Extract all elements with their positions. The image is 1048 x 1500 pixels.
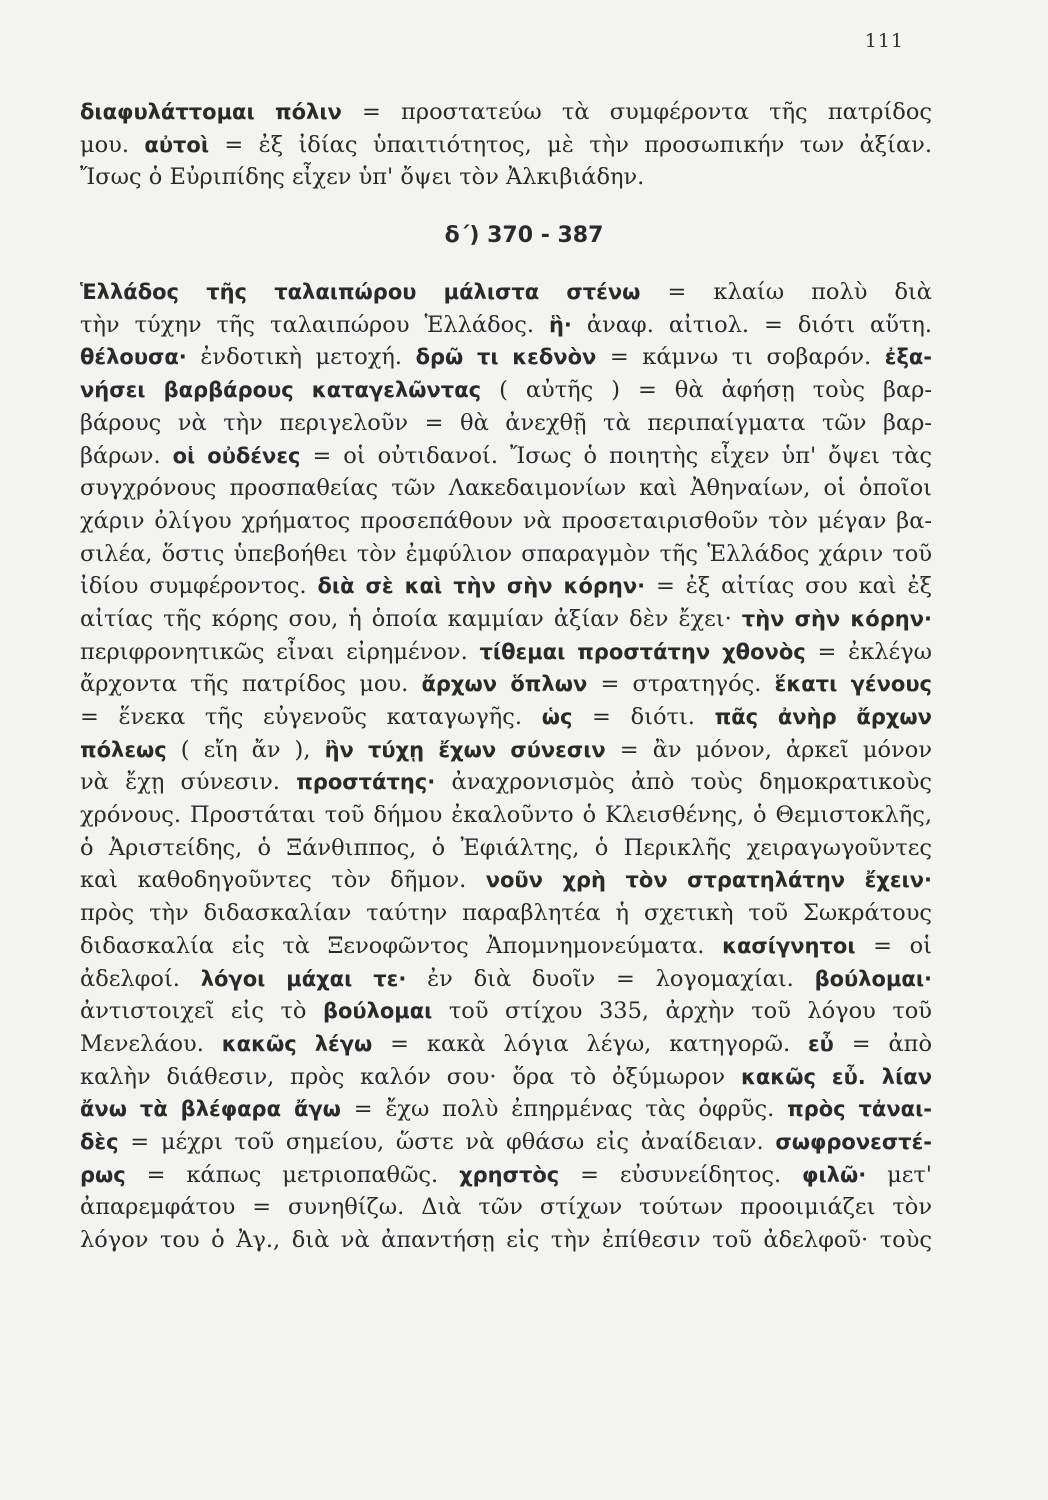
gloss-text: περιφρονητικῶς εἶναι εἰρημένον. [80,638,480,665]
gloss-text: = εὐσυνείδητος. [559,1161,803,1188]
lemma-term: χρηστὸς [459,1162,560,1187]
gloss-text: = ἐξ αἰτίας σου καὶ ἐξ [645,573,932,600]
text-line [80,505,932,538]
text-line [80,668,932,701]
text-line [80,1159,932,1192]
gloss-text: = ἔχω πολὺ ἐπηρμένας τὰς ὀφρῦς. [340,1096,788,1123]
lemma-term: τὴν σὴν κόρην· [741,606,932,631]
text-line [80,1126,932,1159]
lemma-term: σωφρονεστέ- [775,1129,932,1154]
lemma-term: ἄνω τὰ βλέφαρα ἄγω [80,1097,341,1122]
lemma-term: προστάτης· [296,770,436,795]
text-line [80,897,932,930]
text-line [80,570,932,603]
text-line [80,472,932,505]
gloss-text: μου. [80,131,145,158]
gloss-text: χρόνους. Προστάται τοῦ δήμου ἐκαλοῦντο ὁ Κλεισθένης, ὁ Θεμιστοκλῆς, [80,802,932,829]
lemma-term: ἢν τύχῃ ἔχων σύνεσιν [324,737,606,762]
gloss-text: ὁ Ἀριστείδης, ὁ Ξάνθιππος, ὁ Ἐφιάλτης, ὁ Περικλῆς χειραγωγοῦντες [80,834,932,861]
text-line [80,1061,932,1094]
lemma-term: ἣ· [548,312,572,337]
gloss-text: ( εἴη ἄν ), [166,736,325,763]
paragraph-intro [80,96,932,194]
gloss-text: Μενελάου. [80,1030,222,1057]
text-line [80,636,932,669]
text-line [80,832,932,865]
gloss-text: συγχρόνους προσπαθείας τῶν Λακεδαιμονίων καὶ Ἀθηναίων, οἱ ὁποῖοι [80,475,932,502]
text-line [80,799,932,832]
lemma-term: διὰ σὲ καὶ τὴν σὴν κόρην· [317,574,646,599]
page-number: 111 [864,30,904,52]
gloss-text: = ἂν μόνον, ἀρκεῖ μόνον [605,736,932,763]
gloss-text: διδασκαλία εἰς τὰ Ξενοφῶντος Ἀπομνημονεύματα. [80,932,723,959]
gloss-text: ἀναχρονισμὸς ἀπὸ τοὺς δημοκρατικοὺς [435,769,932,796]
gloss-text: νὰ ἔχῃ σύνεσιν. [80,769,297,796]
lemma-term: εὖ [807,1031,834,1056]
gloss-text: λόγον του ὁ Ἀγ., διὰ νὰ ἀπαντήσῃ εἰς τὴν ἐπίθεσιν τοῦ ἀδελφοῦ· τοὺς [80,1227,932,1253]
gloss-text: πρὸς τὴν διδασκαλίαν ταύτην παραβλητέα ἡ σχετικὴ τοῦ Σωκράτους [80,900,932,927]
gloss-text: = μέχρι τοῦ σημείου, ὥστε νὰ φθάσω εἰς ἀναίδειαν. [118,1128,776,1155]
text-line [80,161,932,194]
text-line [80,963,932,996]
gloss-text: ἀδελφοί. [80,965,201,992]
lemma-term: πρὸς τἀναι- [787,1097,932,1122]
lemma-term: λόγοι μάχαι τε· [200,966,407,991]
lemma-term: ἄρχων ὅπλων [421,672,588,697]
lemma-term: θέλουσα· [80,345,187,370]
text-line [80,734,932,767]
text-line [80,930,932,963]
gloss-text: τοῦ στίχου 335, ἀρχὴν τοῦ λόγου τοῦ [432,998,932,1025]
gloss-text: = κάμνω τι σοβαρόν. [596,344,885,371]
lemma-term: δὲς [80,1129,119,1154]
lemma-term: διαφυλάττομαι πόλιν [80,100,342,124]
gloss-text: αἰτίας τῆς κόρης σου, ἡ ὁποία καμμίαν ἀξίαν δὲν ἔχει· [80,605,742,632]
text-line [80,1224,932,1257]
lemma-term: ἕκατι γένους [774,672,932,697]
gloss-text: σιλέα, ὅστις ὑπεβοήθει τὸν ἐμφύλιον σπαραγμὸν τῆς Ἑλλάδος χάριν τοῦ [80,540,932,567]
text-line [80,276,932,309]
gloss-text: μετ' [866,1161,932,1188]
lemma-term: πόλεως [80,737,167,762]
lemma-term: ἐξα- [884,345,932,370]
gloss-text: Ἴσως ὁ Εὐριπίδης εἶχεν ὑπ' ὄψει τὸν Ἀλκιβιάδην. [80,164,645,191]
lemma-term: φιλῶ· [802,1162,867,1187]
lemma-term: δρῶ τι κεδνὸν [415,345,597,370]
lemma-term: βούλομαι· [814,966,932,991]
gloss-text: χάριν ὀλίγου χρήματος προσεπάθουν νὰ προσεταιρισθοῦν τὸν μέγαν βα- [80,507,932,534]
gloss-text: = στρατηγός. [587,671,775,698]
lemma-term: κακῶς εὖ. λίαν [740,1064,933,1089]
text-line [80,538,932,571]
gloss-text: ἄρχοντα τῆς πατρίδος μου. [80,671,422,698]
gloss-text: = κλαίω πολὺ διὰ [640,279,933,306]
gloss-text: ἐν διὰ δυοῖν = λογομαχίαι. [406,965,815,992]
gloss-text: = κακὰ λόγια λέγω, κατηγορῶ. [372,1030,808,1057]
gloss-text: ἀπαρεμφάτου = συνηθίζω. Διὰ τῶν στίχων τούτων προοιμιάζει τὸν [80,1194,932,1221]
gloss-text: = ἐξ ἰδίας ὑπαιτιότητος, μὲ τὴν προσωπικήν των ἀξίαν. [209,131,933,158]
gloss-text: = ἀπὸ [833,1030,933,1057]
gloss-text: = κάπως μετριοπαθῶς. [125,1161,460,1188]
gloss-text: = οἱ οὐτιδανοί. Ἴσως ὁ ποιητὴς εἶχεν ὑπ' ὄψει τὰς [300,442,933,469]
lemma-term: οἱ οὐδένες [172,443,301,468]
lemma-term: τίθεμαι προστάτην χθονὸς [479,639,806,664]
text-line [80,864,932,897]
lemma-term: ὡς [541,705,573,729]
gloss-text: βάρων. [80,442,173,469]
gloss-text: ἀντιστοιχεῖ εἰς τὸ [80,998,323,1025]
gloss-text: = διότι. [572,704,715,730]
body-text [80,96,932,1257]
gloss-text: = προστατεύω τὰ συμφέροντα τῆς πατρίδος [341,99,933,125]
text-line [80,440,932,473]
paragraph-commentary [80,276,932,1257]
gloss-text: ἰδίου συμφέροντος. [80,573,318,600]
gloss-text: = ἕνεκα τῆς εὐγενοῦς καταγωγῆς. [80,704,542,730]
lemma-term: πᾶς ἀνὴρ ἄρχων [714,705,932,729]
text-line [80,407,932,440]
gloss-text: τὴν τύχην τῆς ταλαιπώρου Ἑλλάδος. [80,311,549,338]
gloss-text: καὶ καθοδηγοῦντες τὸν δῆμον. [80,867,486,894]
text-line [80,603,932,636]
text-line [80,341,932,374]
gloss-text: ( αὐτῆς ) = θὰ ἀφήσῃ τοὺς βαρ- [481,377,933,404]
lemma-term: βούλομαι [322,999,433,1024]
text-line [80,309,932,342]
lemma-term: νήσει βαρβάρους καταγελῶντας [80,378,482,403]
gloss-text: = ἐκλέγω [805,638,932,665]
text-line [80,1028,932,1061]
lemma-term: αὐτοὶ [144,132,210,157]
gloss-text: ἐνδοτικὴ μετοχή. [186,344,416,371]
text-line [80,129,932,162]
text-line [80,995,932,1028]
text-line [80,1191,932,1224]
gloss-text: ἀναφ. αἰτιολ. = διότι αὕτη. [571,311,932,338]
gloss-text: βάρους νὰ τὴν περιγελοῦν = θὰ ἀνεχθῇ τὰ περιπαίγματα τῶν βαρ- [80,409,932,436]
lemma-term: κασίγνητοι [722,933,856,958]
gloss-text: = οἱ [855,932,932,959]
lemma-term: κακῶς λέγω [221,1031,373,1056]
lemma-term: Ἑλλάδος τῆς ταλαιπώρου μάλιστα στένω [80,280,641,305]
text-line [80,96,932,129]
text-line [80,374,932,407]
section-heading: δ΄) 370 - 387 [444,223,604,249]
text-line [80,1093,932,1126]
lemma-term: νοῦν χρὴ τὸν στρατηλάτην ἔχειν· [485,868,932,893]
lemma-term: ρως [80,1162,126,1187]
text-line [80,766,932,799]
gloss-text: καλὴν διάθεσιν, πρὸς καλόν σου· ὅρα τὸ ὀξύμωρον [80,1063,741,1090]
text-line [80,701,932,734]
